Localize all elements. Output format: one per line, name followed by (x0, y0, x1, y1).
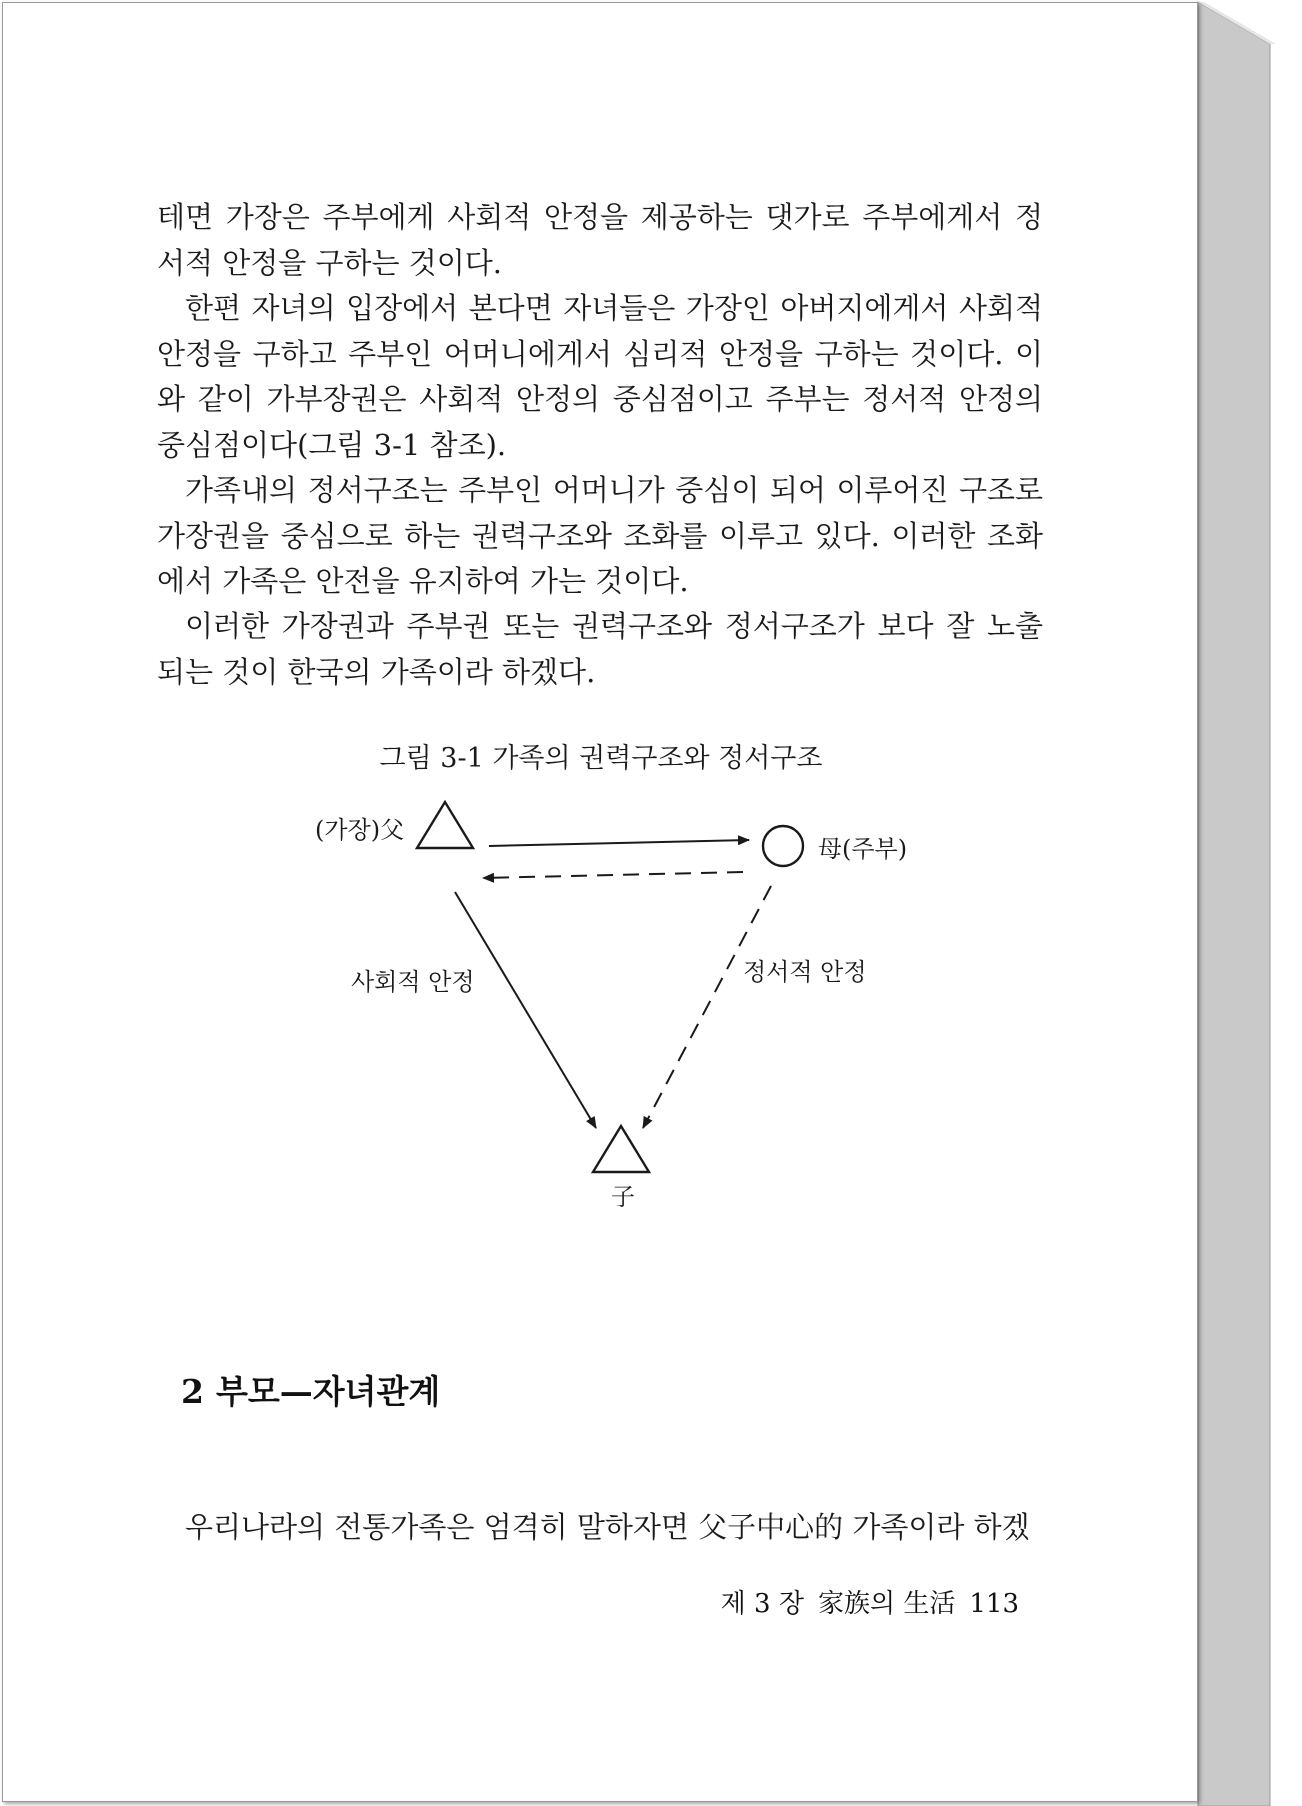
footer-chapter: 제 3 장 (720, 1589, 804, 1619)
social-stability-label: 사회적 안정 (351, 968, 475, 996)
paragraph-4: 이러한 가장권과 주부권 또는 권력구조와 정서구조가 보다 잘 노출되는 것이 한국의 가족이라 하겠다. (157, 609, 1043, 689)
father-label: (가장)父 (315, 816, 405, 844)
child-triangle (593, 1126, 649, 1172)
section-heading (181, 1366, 440, 1413)
father-triangle (417, 802, 473, 848)
emotional-stability-label: 정서적 안정 (743, 958, 867, 986)
figure-caption: 그림 3-1 가족의 권력구조와 정서구조 (379, 743, 823, 774)
family-structure-diagram (303, 798, 963, 1218)
paragraph-1: 테면 가장은 주부에게 사회적 안정을 제공하는 댓가로 주부에게서 정서적 안정을 구하는 것이다. (157, 200, 1043, 280)
section-title: 부모—자녀관계 (215, 1372, 441, 1411)
emotional-arrow-mother-to-father (483, 872, 743, 878)
section-number: 2 (181, 1372, 204, 1411)
child-label: 子 (611, 1183, 635, 1211)
social-arrow-father-to-child (455, 892, 596, 1128)
page-number: 113 (969, 1589, 1019, 1619)
paragraph-2: 한편 자녀의 입장에서 본다면 자녀들은 가장인 아버지에게서 사회적 안정을 구하고 주부인 어머니에게서 심리적 안정을 구하는 것이다. 이와 같이 가부장권은 사회적 안정의 중심점이고 주부는 정서적 안정의 중심점이다(그림 3-1 참조). (157, 291, 1043, 462)
emotional-arrow-mother-to-child (643, 886, 771, 1128)
mother-circle (763, 826, 803, 866)
mother-label: 母(주부) (818, 835, 908, 863)
paragraph-3: 가족내의 정서구조는 주부인 어머니가 중심이 되어 이루어진 구조로 가장권을 중심으로 하는 권력구조와 조화를 이루고 있다. 이러한 조화에서 가족은 안전을 유지하여 가는 것이다. (157, 473, 1043, 598)
footer-title: 家族의 生活 (817, 1589, 956, 1619)
power-arrow-father-to-mother (489, 840, 749, 846)
book-page (2, 2, 1198, 1802)
page-footer (707, 1583, 1019, 1620)
paragraph-5: 우리나라의 전통가족은 엄격히 말하자면 父子中心的 가족이라 하겠 (185, 1510, 1030, 1544)
